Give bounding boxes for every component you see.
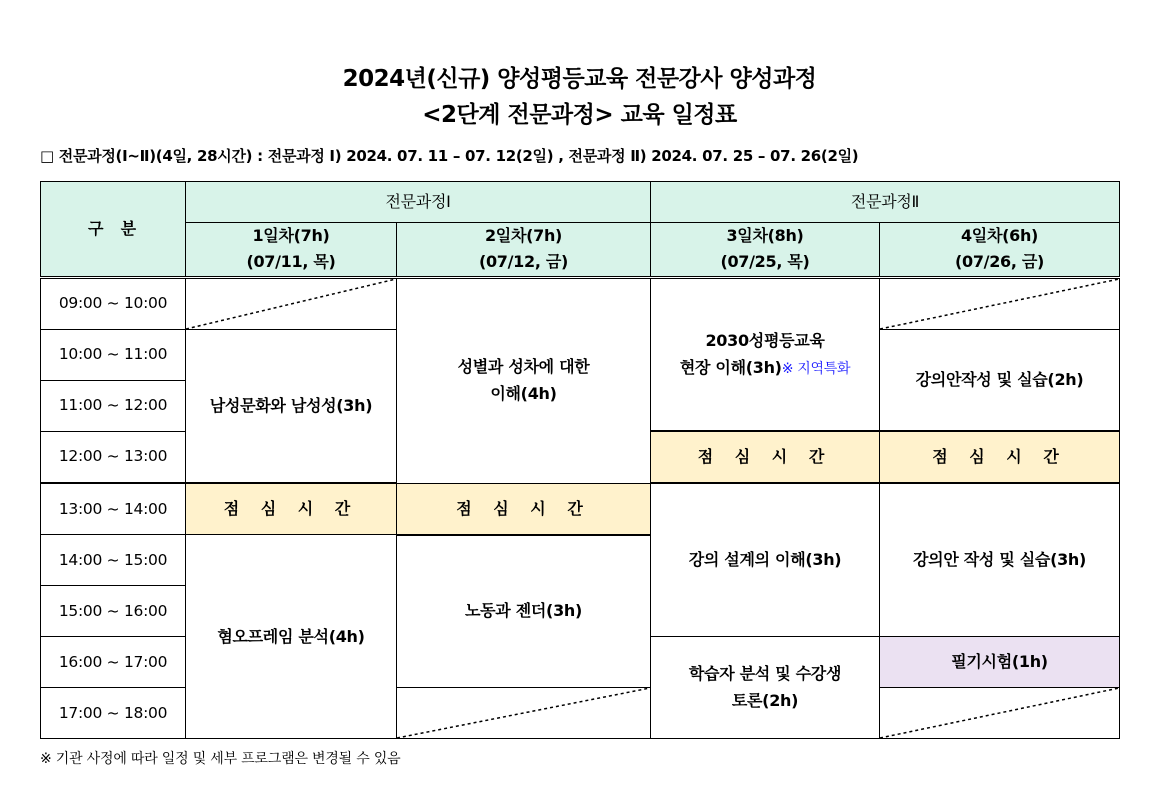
day2-session-a: 성별과 성차에 대한 이해(4h) (397, 277, 651, 483)
day3-session-a: 2030성평등교육 현장 이해(3h)※ 지역특화 (651, 277, 880, 431)
empty-slot (186, 277, 397, 329)
empty-diagonal-line (186, 279, 396, 329)
time-slot: 16:00 ~ 17:00 (41, 637, 186, 688)
day4-session-b: 강의안 작성 및 실습(3h) (880, 483, 1120, 637)
day-label: 4일차(6h) (960, 226, 1039, 245)
day-date: (07/11, 목) (246, 252, 336, 272)
empty-diagonal-line (880, 688, 1119, 738)
empty-slot (880, 277, 1120, 329)
group-header-1: 전문과정Ⅰ (186, 182, 651, 223)
day3-session-b: 강의 설계의 이해(3h) (651, 483, 880, 637)
region-note: ※ 지역특화 (781, 360, 851, 377)
group-header-2: 전문과정Ⅱ (651, 182, 1120, 223)
schedule-table (40, 181, 1120, 739)
time-slot: 14:00 ~ 15:00 (41, 535, 186, 586)
day1-session-a: 남성문화와 남성성(3h) (186, 329, 397, 483)
day3-session-c: 학습자 분석 및 수강생 토론(2h) (651, 637, 880, 739)
day-header-3 (651, 223, 880, 278)
time-slot: 13:00 ~ 14:00 (41, 483, 186, 535)
day-label: 2일차(7h) (484, 226, 563, 245)
day-date: (07/12, 금) (478, 252, 569, 272)
day4-exam: 필기시험(1h) (880, 637, 1120, 688)
empty-slot (880, 688, 1120, 739)
course-summary: □ 전문과정(Ⅰ~Ⅱ)(4일, 28시간) : 전문과정 Ⅰ) 2024. 07. 11 – 07. 12(2일) , 전문과정 Ⅱ) 2024. 07. 25 – 07. 26(2일) (40, 147, 859, 165)
day1-lunch: 점 심 시 간 (186, 483, 397, 535)
day-date: (07/25, 목) (720, 252, 810, 272)
empty-diagonal-line (397, 688, 650, 738)
page-subtitle: <2단계 전문과정> 교육 일정표 (422, 102, 737, 128)
day2-session-b: 노동과 젠더(3h) (397, 535, 651, 688)
time-slot: 12:00 ~ 13:00 (41, 431, 186, 483)
time-slot: 11:00 ~ 12:00 (41, 380, 186, 431)
day3-lunch: 점 심 시 간 (651, 431, 880, 483)
day2-lunch: 점 심 시 간 (397, 483, 651, 535)
page-title: 2024년(신규) 양성평등교육 전문강사 양성과정 (342, 66, 817, 92)
time-slot: 15:00 ~ 16:00 (41, 586, 186, 637)
time-slot: 10:00 ~ 11:00 (41, 329, 186, 380)
day-header-2 (397, 223, 651, 278)
empty-diagonal-line (880, 279, 1119, 329)
day4-session-a: 강의안작성 및 실습(2h) (880, 329, 1120, 431)
day1-session-b: 혐오프레임 분석(4h) (186, 535, 397, 739)
day-date: (07/26, 금) (954, 252, 1045, 272)
day-label: 3일차(8h) (726, 226, 804, 245)
day-header-4 (880, 223, 1120, 278)
category-header: 구 분 (41, 182, 186, 278)
day-header-1 (186, 223, 397, 278)
footnote: ※ 기관 사정에 따라 일정 및 세부 프로그램은 변경될 수 있음 (40, 751, 401, 767)
time-slot: 09:00 ~ 10:00 (41, 277, 186, 329)
day-label: 1일차(7h) (252, 226, 330, 245)
day4-lunch: 점 심 시 간 (880, 431, 1120, 483)
time-slot: 17:00 ~ 18:00 (41, 688, 186, 739)
empty-slot (397, 688, 651, 739)
